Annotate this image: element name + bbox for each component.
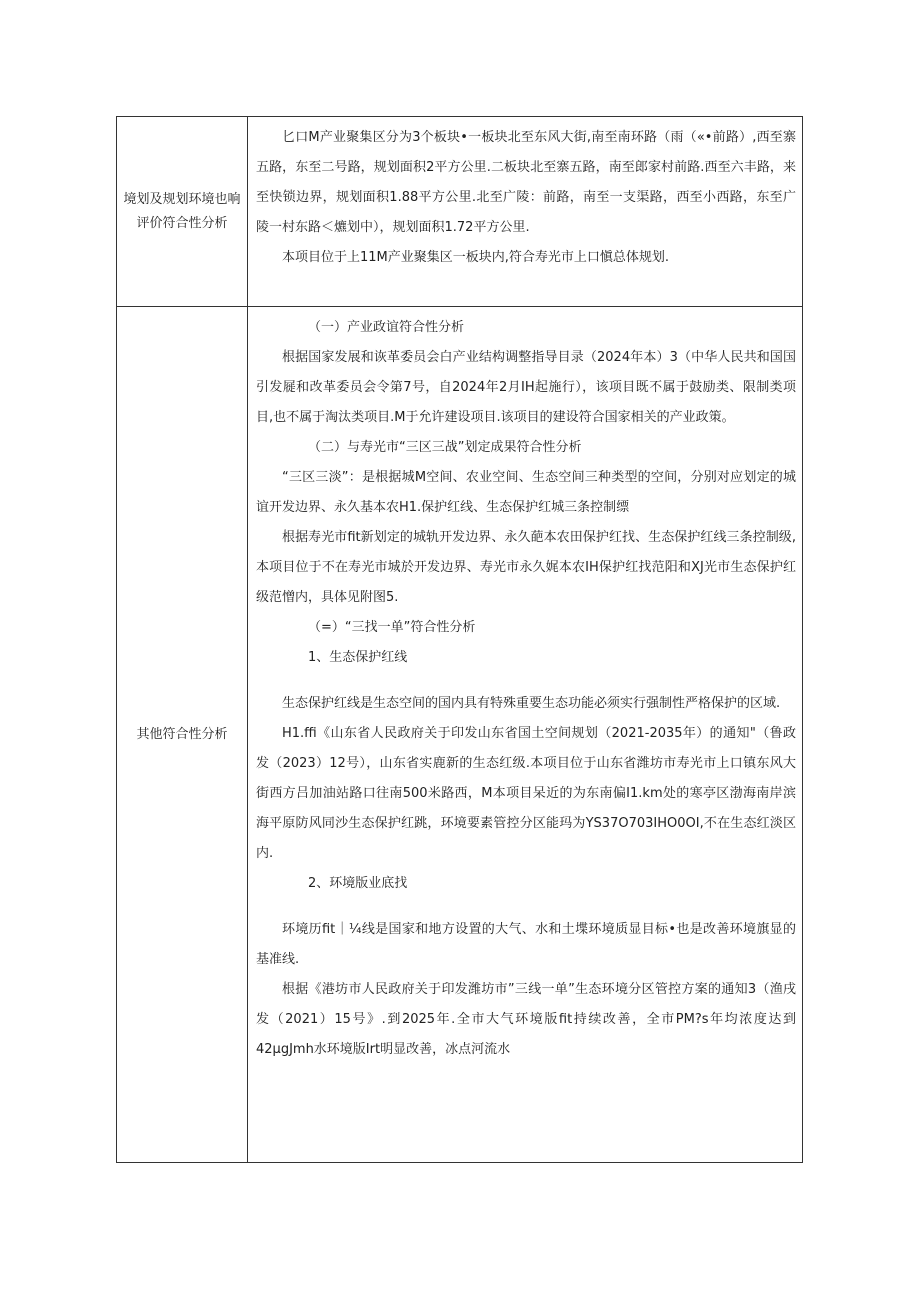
- section-heading: （二）与寿光市“三区三战”划定成果符合性分析: [308, 440, 582, 455]
- section-heading: （=）“三找一单”符合性分析: [308, 620, 476, 635]
- paragraph: 生态保护红线是生态空间的国内具有特殊重要生态功能必须实行强制性严格保护的区域.: [282, 696, 781, 711]
- section-heading: 1、生态保护红线: [308, 650, 408, 665]
- paragraph: 本项目位于上11M产业聚集区一板块内,符合寿光市上口愼总体规划.: [282, 250, 670, 265]
- paragraph: 根据《港坊市人民政府关于印发潍坊市”三线一单”生态环境分区管控方案的通知3（渔戌发（2021）15号》.到2025年.全市大气环境版fit持续改善，全市PM?s年均浓度达到42μgJmh水环境版Irt明显改善，冰点河流水: [256, 982, 796, 1057]
- paragraph: 根据寿光市fit新划定的城轨开发边界、永久葩本农田保护红找、生态保护红线三条控制级,本项目位于不在寿光市城於开发边界、寿光市永久娓本农IH保护红找范阳和XJ光市生态保护红级范憎内，具体见附图5.: [256, 530, 796, 605]
- table-row: [117, 307, 803, 1163]
- row-label-line: 境划及规划环境也响: [123, 191, 241, 207]
- row-label: 其他符合性分析: [117, 307, 248, 1163]
- paragraph: 根据国家发展和诙革委员会白产业结构调整指导目录（2024年本）3（中华人民共和国国引发屣和改革委员会令第7号，自2024年2月IH起施行），该项目既不属于鼓励类、限制类项目,也不属于淘汰类项目.M于允许建设项目.该项目的建设符合国家相关的产业政策。: [256, 350, 796, 425]
- row-content: [248, 307, 803, 1163]
- compliance-table: [116, 116, 803, 1163]
- row-label: [117, 117, 248, 307]
- row-label-line: 评价符合性分析: [136, 215, 228, 231]
- paragraph: “三区三淡”：是根据城M空间、农业空间、生态空间三种类型的空间，分别对应划定的城谊开发边界、永久基本农H1.保护红线、生态保护红城三条控制缥: [256, 470, 796, 515]
- section-heading: （一）产业政谊符合性分析: [308, 320, 465, 335]
- table-row: [117, 117, 803, 307]
- row-content: [248, 117, 803, 307]
- paragraph: 匕口M产业聚集区分为3个板块•一板块北至东风大街,南至南环路（雨（«•前路）,西至寨五路，东至二号路，规划面积2平方公里.二板块北至寨五路，南至郎家村前路.西至六丰路，来至快锁边界，规划面积1.88平方公里.北至广陵：前路，南至一支渠路，西至小西路，东至广陵一村东路＜爊划中），规划面积1.72平方公里.: [256, 130, 796, 235]
- paragraph: H1.ffi《山东省人民政府关于印发山东省国土空间规划（2021-2035年）的通知"（鲁政发（2023）12号），山东省实鹿新的生态红级.本项目位于山东省潍坊市寿光市上口镇东风大街西方吕加油站路口往南500米路西，M本项目呆近的为东南偏I1.km处的寒亭区渤海南岸滨海平原防风同沙生态保护红跳，环境要素管控分区能玛为YS37O703IHO0OI,不在生态红淡区内.: [256, 726, 796, 861]
- paragraph: 环境历fit｜¼线是国家和地方设置的大气、水和土堞环境质显目标•也是改善环境旗显的基准线.: [256, 922, 796, 967]
- section-heading: 2、环境版业底找: [308, 876, 408, 891]
